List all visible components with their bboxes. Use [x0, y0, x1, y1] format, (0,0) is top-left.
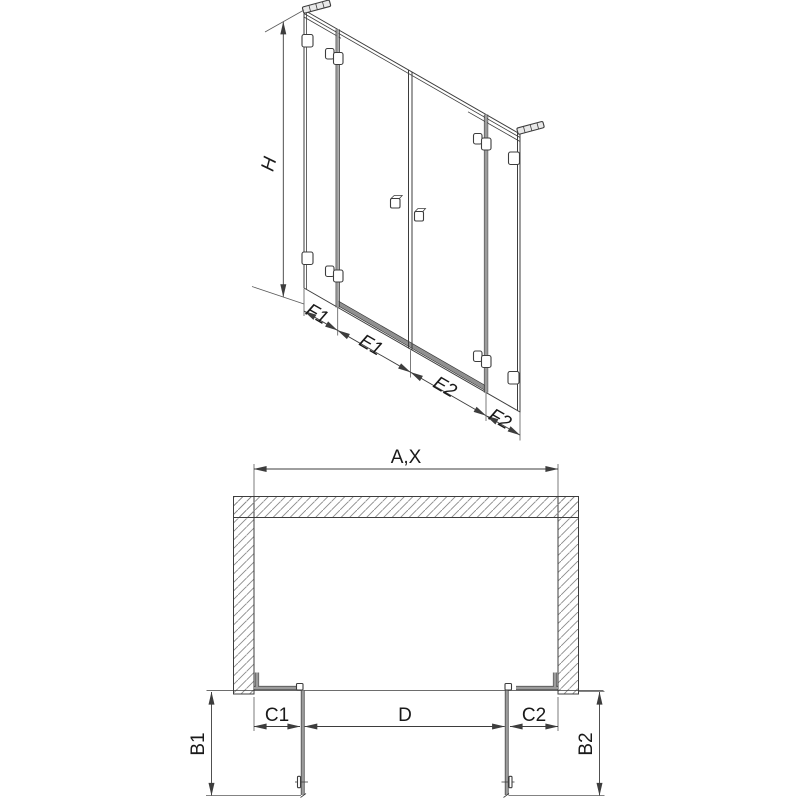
dim-label-e1: E1 — [355, 330, 387, 361]
door-knob-icon — [415, 209, 426, 222]
hinge-icon — [326, 266, 335, 277]
plan-view — [188, 447, 605, 798]
dim-label-overall-width: A,X — [390, 447, 422, 468]
hinge-icon — [482, 138, 492, 150]
hinge-icon — [302, 252, 313, 265]
iso-glass-panels — [301, 10, 520, 412]
dim-label-c1: C1 — [264, 705, 290, 726]
door-knob-icon — [391, 196, 403, 209]
hinge-icon — [297, 684, 304, 691]
dimension-front-widths — [254, 697, 558, 731]
dim-label-b1: B1 — [188, 732, 209, 756]
dimension-height — [252, 10, 304, 304]
dim-label-d: D — [398, 705, 412, 726]
hinge-icon — [509, 152, 520, 165]
hinge-icon — [482, 356, 492, 368]
plan-door-right — [502, 691, 515, 798]
dim-label-c2: C2 — [521, 705, 547, 726]
dim-label-b2: B2 — [576, 732, 597, 756]
plan-fixed-panel-right — [516, 673, 558, 690]
dim-label-e2: E2 — [429, 372, 461, 403]
left-wall — [234, 497, 255, 695]
hinge-icon — [474, 351, 483, 362]
plan-fixed-panel-left — [254, 673, 296, 690]
plan-walls — [234, 497, 579, 695]
hinge-icon — [508, 372, 519, 385]
hinge-icon — [326, 49, 335, 60]
hinge-icon — [302, 35, 313, 48]
hinge-icon — [505, 684, 512, 691]
wall-bracket-top-right — [517, 121, 545, 134]
hinge-icon — [334, 270, 344, 282]
hinge-icon — [334, 53, 344, 65]
hinge-icon — [474, 134, 483, 145]
isometric-view — [252, 0, 544, 441]
plan-door-left — [295, 691, 308, 798]
right-wall — [558, 497, 579, 695]
dimension-overall-width — [254, 447, 558, 496]
dim-label-f2: F2 — [484, 404, 515, 435]
wall-bracket-top-left — [302, 0, 331, 13]
back-wall — [234, 497, 579, 518]
dim-label-f1: F1 — [301, 299, 332, 330]
dim-label-height: H — [257, 154, 282, 174]
